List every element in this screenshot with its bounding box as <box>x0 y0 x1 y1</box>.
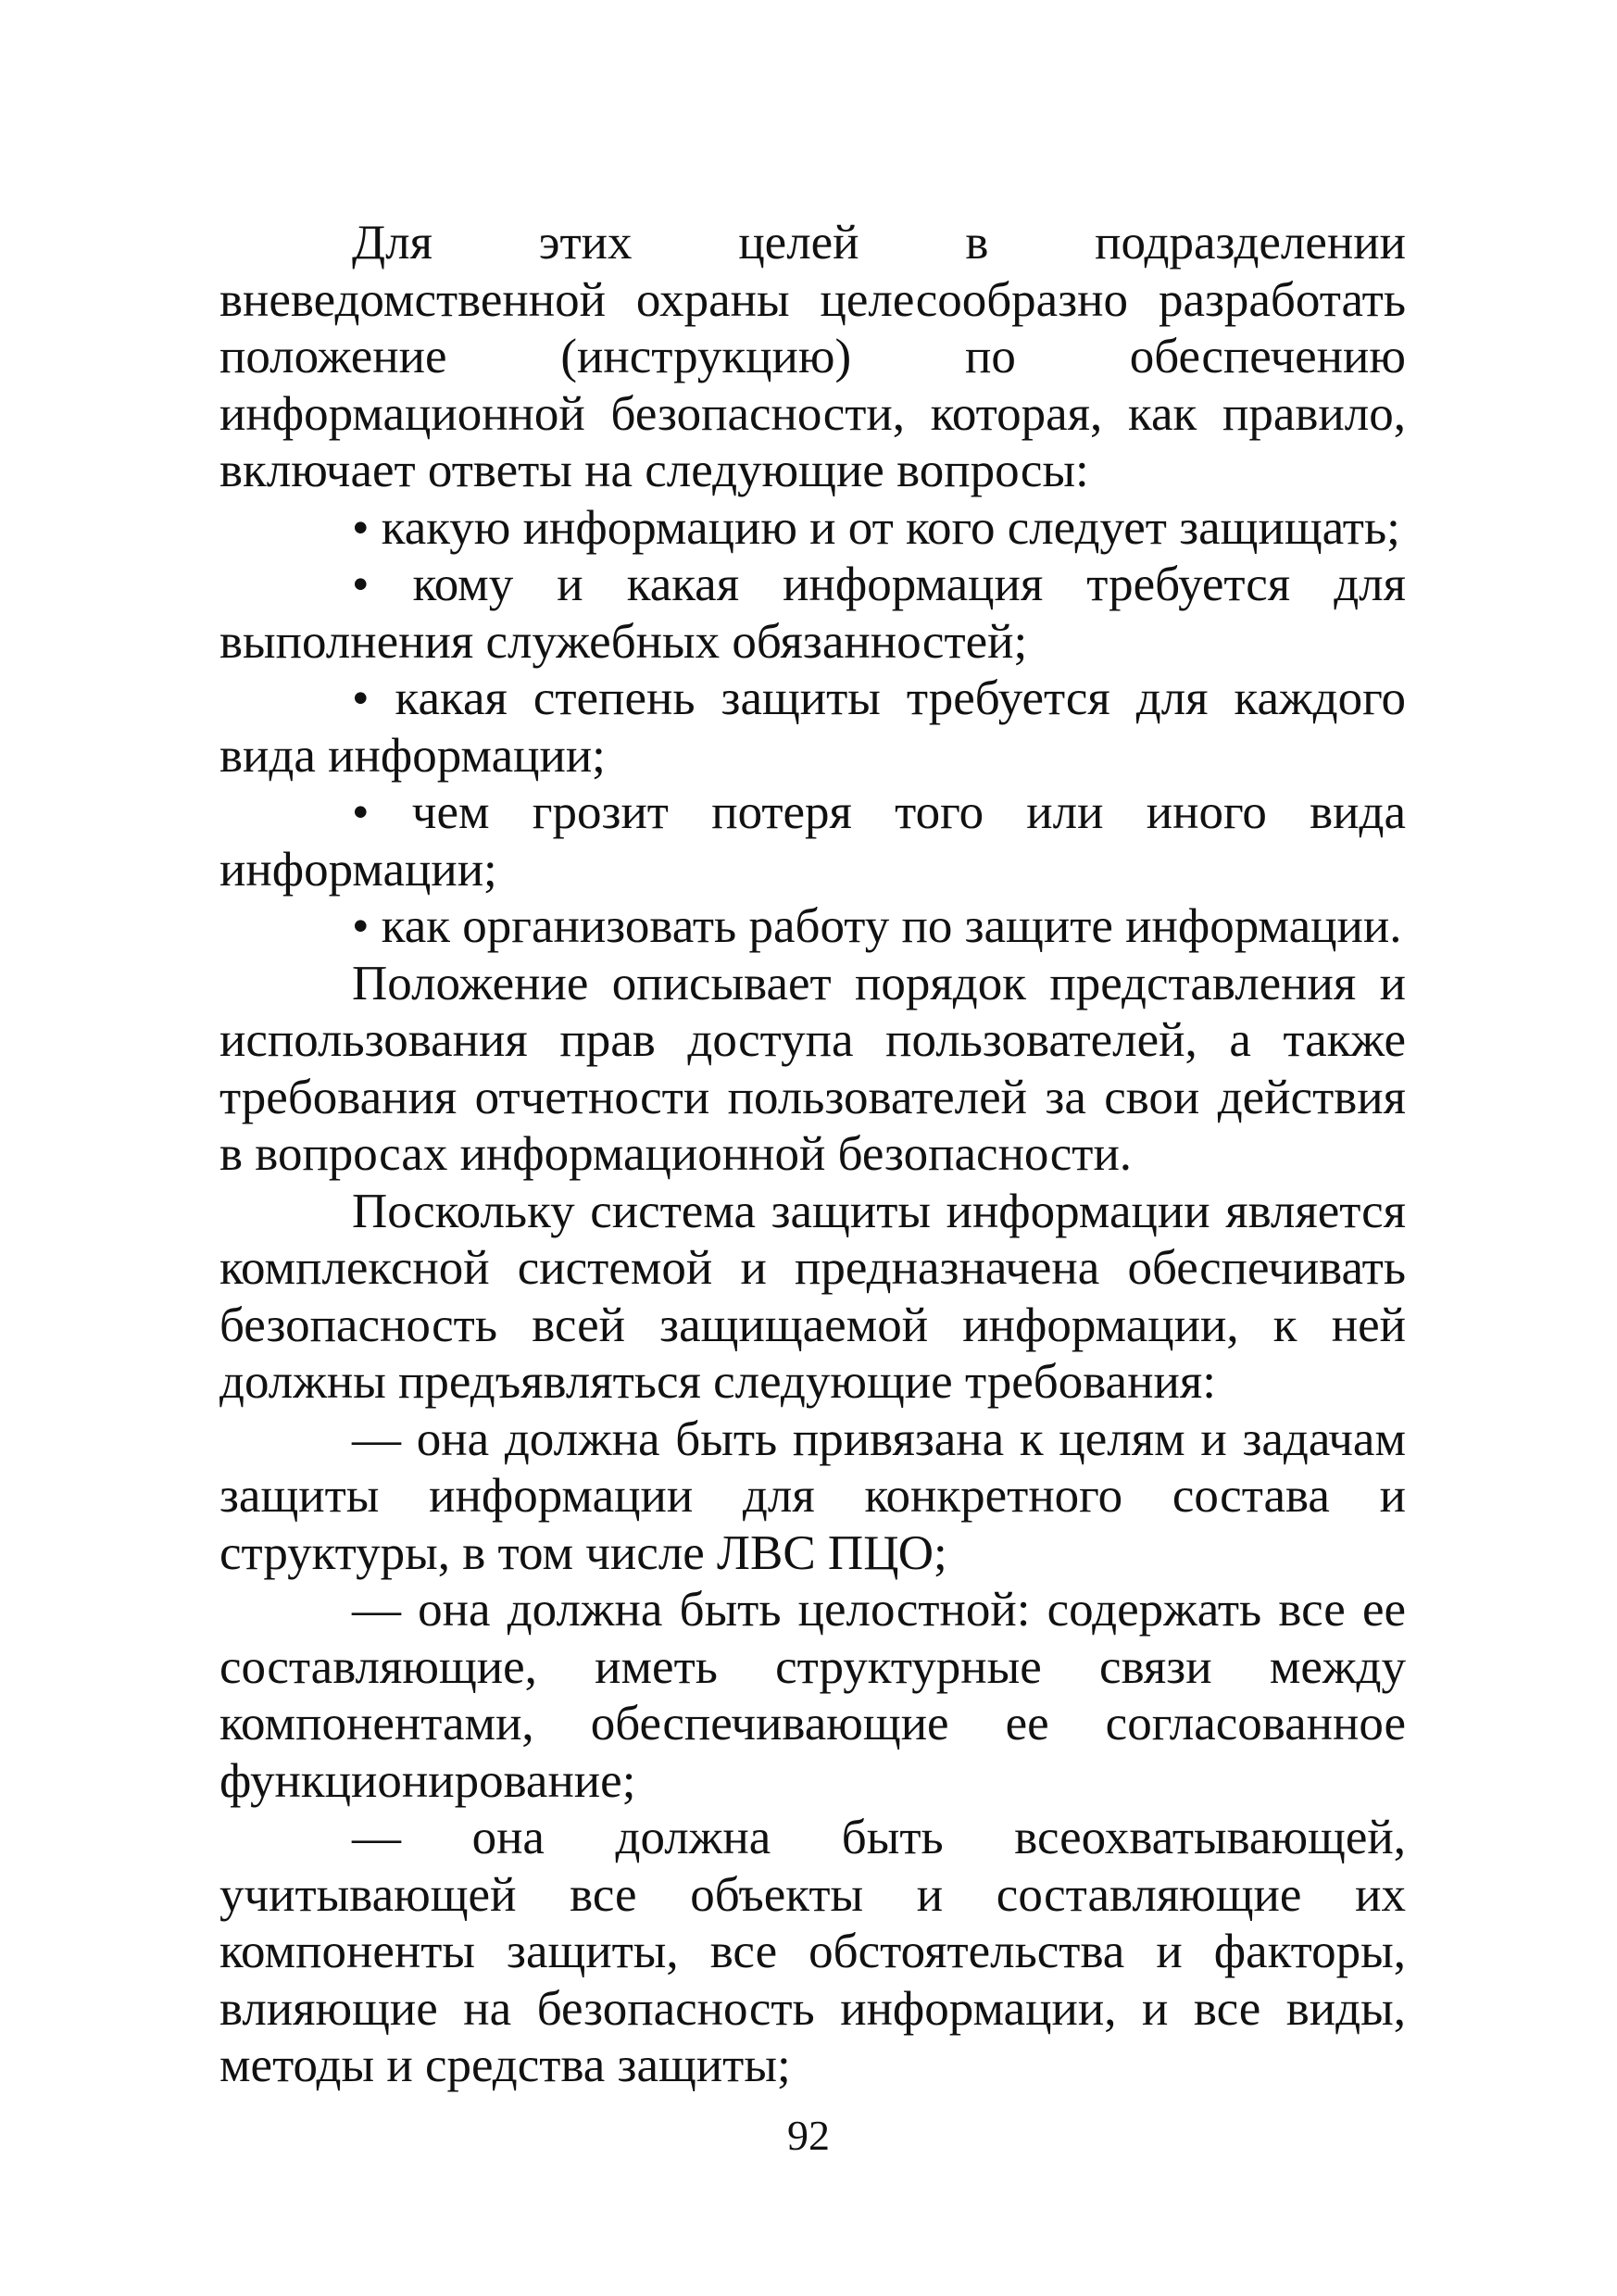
bullet-item: • чем грозит потеря того или иного вида информации; <box>219 785 1406 897</box>
dash-item: — она должна быть целостной: содержать все ее составляющие, иметь структурные связи между компонентами, обеспечивающие ее согласованное функционирование; <box>219 1583 1406 1808</box>
paragraph-regulation: Положение описывает порядок представления и использования прав доступа пользователей, а также требования отчетности пользователей за свои действия в вопросах информационной безопасности. <box>219 956 1406 1181</box>
paragraph-requirements: Поскольку система защиты информации является комплексной системой и предназначена обеспечивать безопасность всей защищаемой информации, к ней должны предъявляться следующие требования: <box>219 1184 1406 1409</box>
dash-item: — она должна быть привязана к целям и задачам защиты информации для конкретного состава и структуры, в том числе ЛВС ПЦО; <box>219 1411 1406 1580</box>
body-text <box>219 215 1406 2095</box>
page-number: 92 <box>787 2112 830 2159</box>
bullet-item: • какую информацию и от кого следует защищать; <box>352 500 1400 555</box>
bullet-item: • как организовать работу по защите информации. <box>352 899 1402 953</box>
paragraph-intro: Для этих целей в подразделении вневедомственной охраны целесообразно разработать положение (инструкцию) по обеспечению информационной безопасности, которая, как правило, включает ответы на следующие вопросы: <box>219 216 1406 497</box>
bullet-item: • кому и какая информация требуется для выполнения служебных обязанностей; <box>219 558 1406 669</box>
dash-item: — она должна быть всеохватывающей, учитывающей все объекты и составляющие их компоненты защиты, все обстоятельства и факторы, влияющие на безопасность информации, и все виды, методы и средства защиты; <box>219 1811 1406 2092</box>
bullet-item: • какая степень защиты требуется для каждого вида информации; <box>219 671 1406 783</box>
